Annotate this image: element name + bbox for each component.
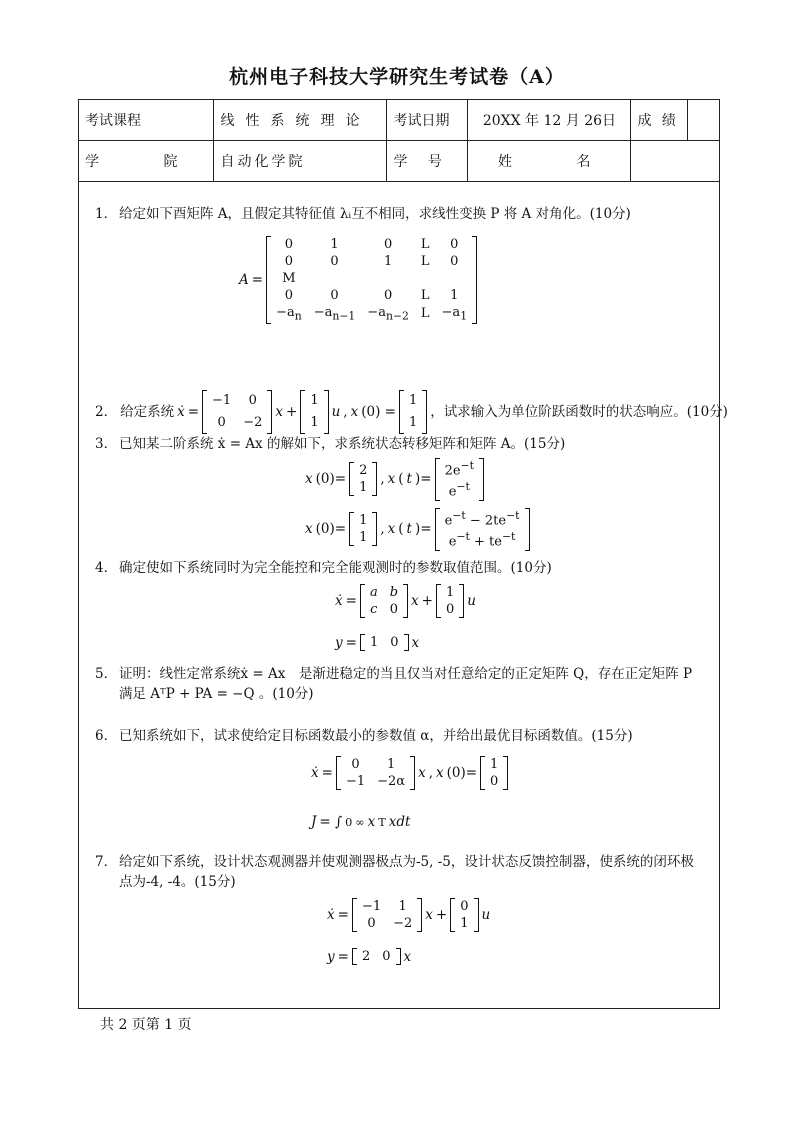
q7-state-eq: ẋ = −1 1 0 −2 x + 0 1 u [327, 899, 491, 931]
college-label: 学 院 [79, 141, 214, 182]
date-label: 考试日期 [387, 100, 468, 141]
college-name: 自动化学院 [214, 141, 387, 182]
question-2: 2． 给定系统 ẋ = −1 0 0 −2 x + 1 1 u , x (0) = 1 1 ，试求输入为单位阶跃函数时的状态响应。(10分) [95, 390, 715, 434]
question-3: 3． 已知某二阶系统 ẋ = Ax 的解如下，求系统状态转移矩阵和矩阵 A。(15分) [95, 436, 566, 452]
exam-title: 杭州电子科技大学研究生考试卷（A） [229, 66, 565, 88]
exam-frame [78, 99, 728, 1009]
q3-eq1: x (0)= 2 1 , x ( t )= $2e^{-t}$ $e^{-t}$ [305, 458, 484, 501]
question-6: 6． 已知系统如下，试求使给定目标函数最小的参数值 α，并给出最优目标函数值。(15分) [95, 728, 633, 744]
q3-eq2: x (0)= 1 1 , x ( t )= $e^{-t} - 2te^{-t}$ $e^{-t} + te^{-t}$ [305, 508, 530, 551]
question-4: 4． 确定使如下系统同时为完全能控和完全能观测时的参数取值范围。(10分) [95, 560, 552, 576]
q6-state-eq: ẋ = 0 1 −1 −2α x , x (0)= 1 0 [311, 756, 508, 790]
question-7: 7． 给定如下系统，设计状态观测器并使观测器极点为-5, -5，设计状态反馈控制器，使系统的闭环极 点为-4, -4。(15分) [95, 854, 694, 890]
course-name: 线性系统理论 [214, 100, 387, 141]
page-footer: 共 2 页第 1 页 [100, 1017, 192, 1033]
course-label: 考试课程 [79, 100, 214, 141]
q1-matrix: A = 0 1 0 L 0 0 0 1 L 0 M 0 0 0 L 1 $-a_n$ $-a_{n-1}$ $-a_{n-2}$ L $-a_1$ [239, 236, 477, 324]
name-cell [631, 141, 719, 182]
header-table [79, 100, 719, 182]
name-label: 姓 名 [468, 141, 631, 182]
q6-objective: J = ∫ 0 ∞ x T xdt [311, 814, 411, 830]
score-cell [688, 100, 719, 141]
q7-output-eq: y = 2 0 x [327, 948, 412, 965]
id-label: 学 号 [387, 141, 468, 182]
q4-output-eq: y = 1 0 x [335, 634, 420, 651]
date-value: 20XX 年 12 月 26日 [468, 100, 631, 141]
q4-state-eq: ẋ = a b c 0 x + 1 0 u [335, 585, 476, 617]
score-label: 成 绩 [631, 100, 688, 141]
question-5: 5． 证明：线性定常系统ẋ = Ax 是渐进稳定的当且仅当对任意给定的正定矩阵 Q，存在正定矩阵 P 满足 AᵀP + PA = −Q 。(10分) [95, 666, 693, 702]
question-1: 1． 给定如下酉矩阵 A，且假定其特征值 λᵢ互不相同，求线性变换 P 将 A 对角化。(10分) [95, 206, 631, 222]
